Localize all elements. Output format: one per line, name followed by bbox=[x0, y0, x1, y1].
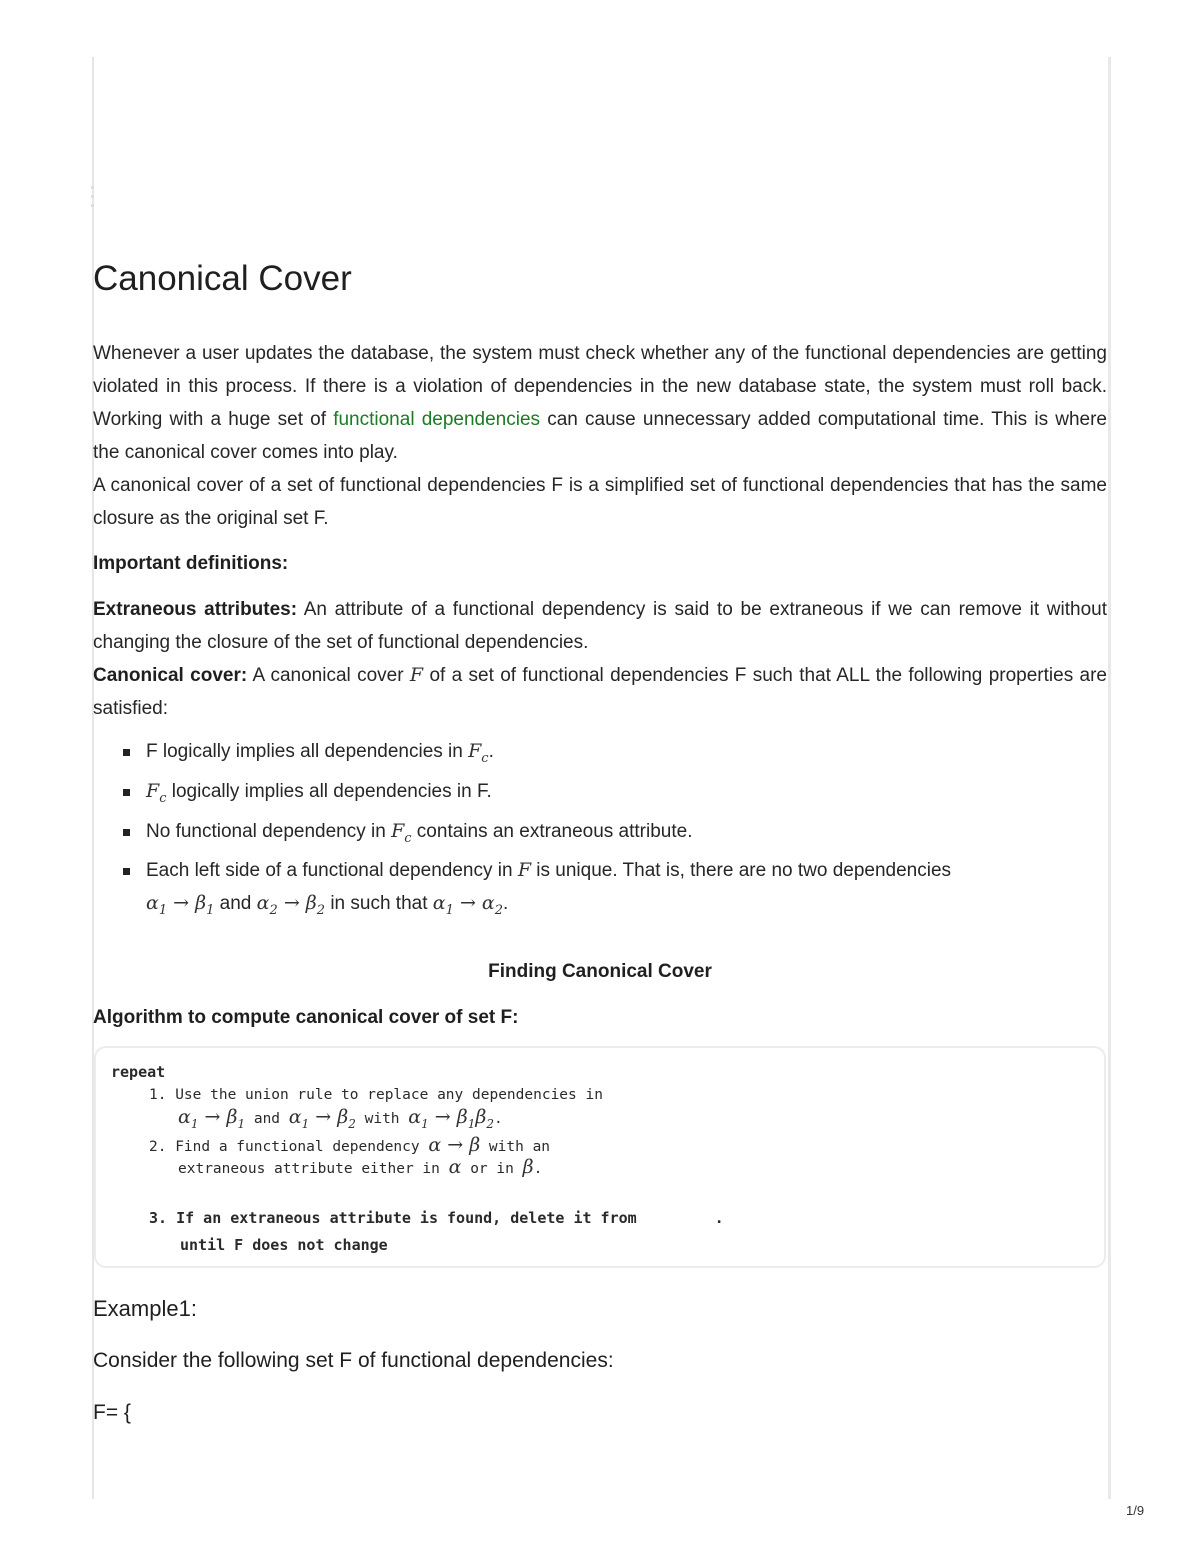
right-margin-rule bbox=[1108, 57, 1111, 1499]
code-step2: 2. Find a functional dependency α → β with an bbox=[149, 1134, 551, 1157]
math-f: F bbox=[409, 664, 424, 686]
page-number: 1/9 bbox=[1126, 1503, 1145, 1518]
intro-text-a: Whenever a user updates the database, the system must check whether any of the functional dependencies are getting violated in this process. If there is a violation of dependencies in the new database state, the system must roll back. Working with a huge set of bbox=[93, 343, 1107, 430]
prop-text: . bbox=[488, 741, 494, 762]
extraneous-definition bbox=[93, 593, 1107, 659]
prop-text: Each left side of a functional dependency in bbox=[146, 860, 518, 882]
algorithm-code-block bbox=[94, 1046, 1106, 1268]
canonical-label: Canonical cover: bbox=[93, 665, 248, 686]
intro-paragraph-1 bbox=[93, 337, 1107, 469]
math-fc: $F_c$ bbox=[146, 779, 167, 806]
extraneous-label: Extraneous attributes: bbox=[93, 599, 298, 620]
intro-text-b: can cause unnecessary added computational time. This is where the canonical cover comes into play. bbox=[93, 409, 1108, 463]
functional-dependencies-link[interactable]: functional dependencies bbox=[333, 409, 541, 430]
side-dots bbox=[91, 186, 94, 213]
math-alpha1-alpha2: $\alpha_1 \to \alpha_2$ bbox=[432, 892, 504, 919]
list-item: Each left side of a functional dependency in F is unique. That is, there are no two dependencies $\alpha_1 \to \beta_1$ and $\alpha_2 \to \beta_2$ in such that $\alpha_1 \to \alpha_2$. bbox=[146, 854, 1107, 927]
example-description: Consider the following set F of functional dependencies: bbox=[93, 1349, 614, 1373]
code-repeat: repeat bbox=[111, 1063, 166, 1082]
list-item bbox=[146, 815, 1107, 855]
canonical-text-a: A canonical cover bbox=[247, 665, 410, 686]
page-title: Canonical Cover bbox=[93, 259, 352, 298]
important-definitions-heading: Important definitions: bbox=[93, 553, 289, 574]
math-fc: $F_c$ bbox=[468, 740, 489, 766]
prop-text: and bbox=[214, 893, 257, 915]
code-text: and bbox=[245, 1111, 289, 1128]
math-f: F bbox=[517, 859, 531, 882]
list-item bbox=[146, 775, 1107, 815]
prop-text: contains an extraneous attribute. bbox=[411, 820, 693, 842]
finding-canonical-cover-heading: Finding Canonical Cover bbox=[488, 961, 712, 983]
example-title: Example1: bbox=[93, 1296, 197, 1322]
list-item bbox=[146, 735, 1107, 775]
intro-paragraph-2: A canonical cover of a set of functional dependencies F is a simplified set of functional dependencies that has the same closure as the original set F. bbox=[93, 475, 1107, 529]
code-step1-math: $\alpha_1 \to \beta_1$ and $\alpha_1 \to \beta_2$ with $\alpha_1 \to \beta_1\beta_2$. bbox=[178, 1106, 503, 1131]
code-text: 3. If an extraneous attribute is found, delete it from bbox=[149, 1209, 637, 1228]
math-fc: $F_c$ bbox=[391, 819, 412, 846]
code-text: with an bbox=[480, 1139, 551, 1156]
canonical-text-b: of a set of functional dependencies F such that ALL the following properties are satisfied: bbox=[93, 665, 1108, 719]
code-text: extraneous attribute either in bbox=[178, 1161, 449, 1178]
canonical-definition bbox=[93, 659, 1107, 725]
code-text: 2. Find a functional dependency bbox=[149, 1139, 429, 1156]
prop-text: in such that bbox=[325, 893, 433, 915]
example-f-set: F= { bbox=[93, 1401, 131, 1425]
code-step3 bbox=[149, 1209, 724, 1227]
prop-text: No functional dependency in bbox=[146, 820, 392, 842]
code-text: or in bbox=[461, 1161, 523, 1178]
code-step1: 1. Use the union rule to replace any dependencies in bbox=[149, 1087, 603, 1104]
properties-list bbox=[93, 735, 1107, 927]
code-text: with bbox=[355, 1111, 409, 1128]
extraneous-text: An attribute of a functional dependency is said to be extraneous if we can remove it without changing the closure of the set of functional dependencies. bbox=[93, 599, 1108, 653]
prop-text: F logically implies all dependencies in bbox=[146, 741, 469, 762]
code-step2-cont: extraneous attribute either in α or in β. bbox=[178, 1156, 543, 1179]
algorithm-heading: Algorithm to compute canonical cover of set F: bbox=[93, 1007, 519, 1029]
prop-text: is unique. That is, there are no two dependencies bbox=[531, 860, 952, 882]
math-alpha2-beta2: $\alpha_2 \to \beta_2$ bbox=[256, 892, 326, 919]
article-content bbox=[93, 255, 1107, 1428]
prop-text: logically implies all dependencies in F. bbox=[166, 780, 492, 802]
code-text: . bbox=[714, 1209, 724, 1228]
code-until: until F does not change bbox=[180, 1236, 388, 1255]
math-alpha1-beta1: $\alpha_1 \to \beta_1$ bbox=[146, 892, 215, 919]
